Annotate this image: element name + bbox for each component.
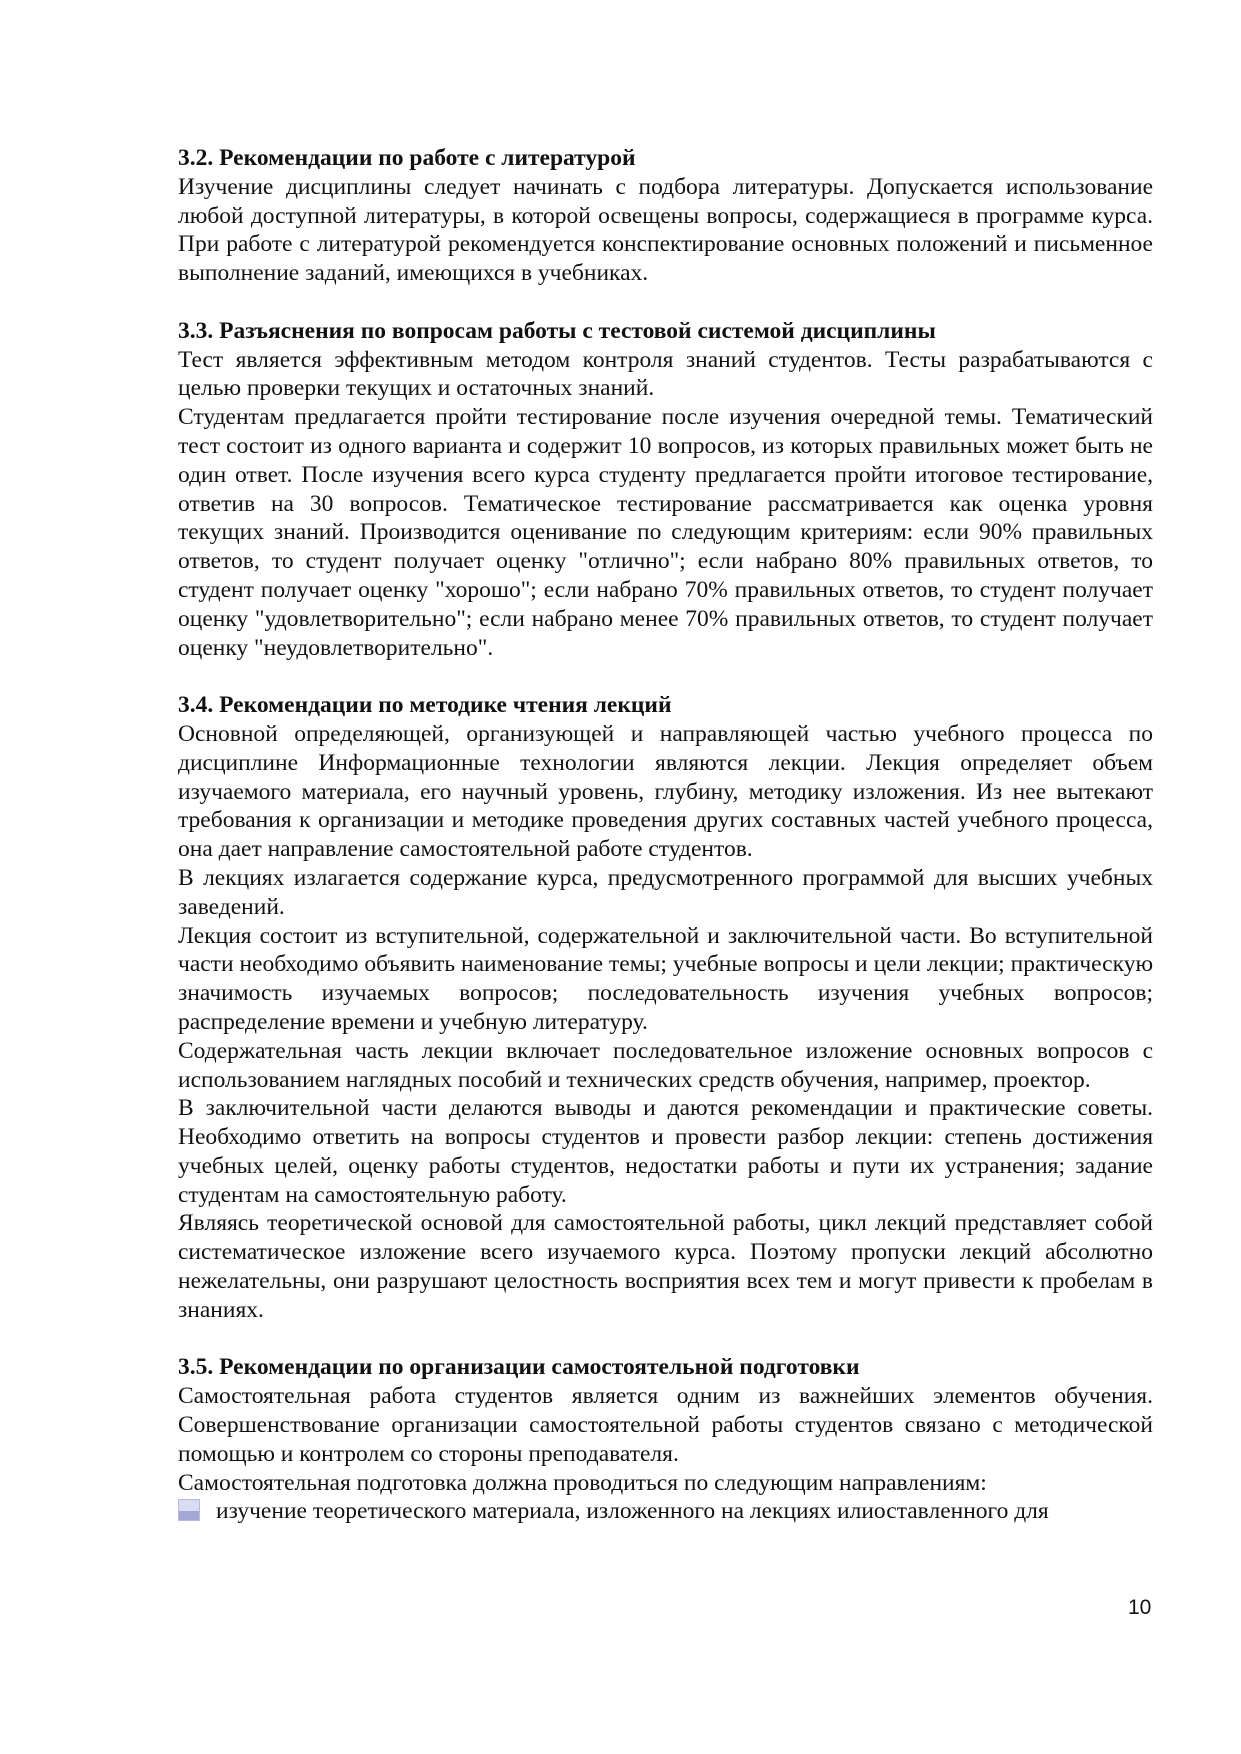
section-3-2 xyxy=(178,144,1153,288)
page-number: 10 xyxy=(1128,1596,1152,1619)
section-heading: 3.5. Рекомендации по организации самостоятельной подготовки xyxy=(178,1354,860,1381)
paragraph: В заключительной части делаются выводы и даются рекомендации и практические советы. Необходимо ответить на вопросы студентов и провести разбор лекции: степень достижения учебных целей, оценку работы студентов, недостатки работы и пути их устранения; задание студентам на самостоятельную работу. xyxy=(178,1095,1153,1208)
paragraph: Студентам предлагается пройти тестирование после изучения очередной темы. Тематический тест состоит из одного варианта и содержит 10 вопросов, из которых правильных может быть не один ответ. После изучения всего курса студенту предлагается пройти итоговое тестирование, ответив на 30 вопросов. Тематическое тестирование рассматривается как оценка уровня текущих знаний. Производится оценивание по следующим критериям: если 90% правильных ответов, то студент получает оценку "отлично"; если набрано 80% правильных ответов, то студент получает оценку "хорошо"; если набрано 70% правильных ответов, то студент получает оценку "удовлетворительно"; если набрано менее 70% правильных ответов, то студент получает оценку "неудовлетворительно". xyxy=(178,404,1153,661)
document-body xyxy=(178,144,1153,1526)
paragraph: Тест является эффективным методом контроля знаний студентов. Тесты разрабатываются с целью проверки текущих и остаточных знаний. xyxy=(178,346,1153,402)
section-3-4 xyxy=(178,691,1153,1325)
list-item xyxy=(178,1497,1153,1526)
paragraph: Содержательная часть лекции включает последовательное изложение основных вопросов с использованием наглядных пособий и технических средств обучения, например, проектор. xyxy=(178,1037,1153,1093)
square-bullet-icon xyxy=(178,1499,200,1521)
paragraph: Являясь теоретической основой для самостоятельной работы, цикл лекций представляет собой систематическое изложение всего изучаемого курса. Поэтому пропуски лекций абсолютно нежелательны, они разрушают целостность восприятия всех тем и могут привести к пробелам в знаниях. xyxy=(178,1210,1153,1323)
section-heading: 3.4. Рекомендации по методике чтения лекций xyxy=(178,692,672,719)
paragraph: Лекция состоит из вступительной, содержательной и заключительной части. Во вступительной части необходимо объявить наименование темы; учебные вопросы и цели лекции; практическую значимость изучаемых вопросов; последовательность изучения учебных вопросов; распределение времени и учебную литературу. xyxy=(178,922,1153,1035)
paragraph: Самостоятельная работа студентов является одним из важнейших элементов обучения. Совершенствование организации самостоятельной работы студентов связано с методической помощью и контролем со стороны преподавателя. xyxy=(178,1383,1153,1467)
paragraph: В лекциях излагается содержание курса, предусмотренного программой для высших учебных заведений. xyxy=(178,864,1153,920)
list-item-text: изучение теоретического материала, изложенного на лекциях илиоставленного для xyxy=(216,1498,1049,1525)
section-3-3 xyxy=(178,317,1153,663)
paragraph: Самостоятельная подготовка должна проводиться по следующим направлениям: xyxy=(178,1469,987,1496)
paragraph: Изучение дисциплины следует начинать с подбора литературы. Допускается использование любой доступной литературы, в которой освещены вопросы, содержащиеся в программе курса. При работе с литературой рекомендуется конспектирование основных положений и письменное выполнение заданий, имеющихся в учебниках. xyxy=(178,173,1153,287)
paragraph: Основной определяющей, организующей и направляющей частью учебного процесса по дисциплине Информационные технологии являются лекции. Лекция определяет объем изучаемого материала, его научный уровень, глубину, методику изложения. Из нее вытекают требования к организации и методике проведения других составных частей учебного процесса, она дает направление самостоятельной работе студентов. xyxy=(178,720,1153,863)
section-heading: 3.2. Рекомендации по работе с литературой xyxy=(178,145,636,171)
section-heading: 3.3. Разъяснения по вопросам работы с тестовой системой дисциплины xyxy=(178,317,936,344)
section-3-5 xyxy=(178,1353,1153,1526)
